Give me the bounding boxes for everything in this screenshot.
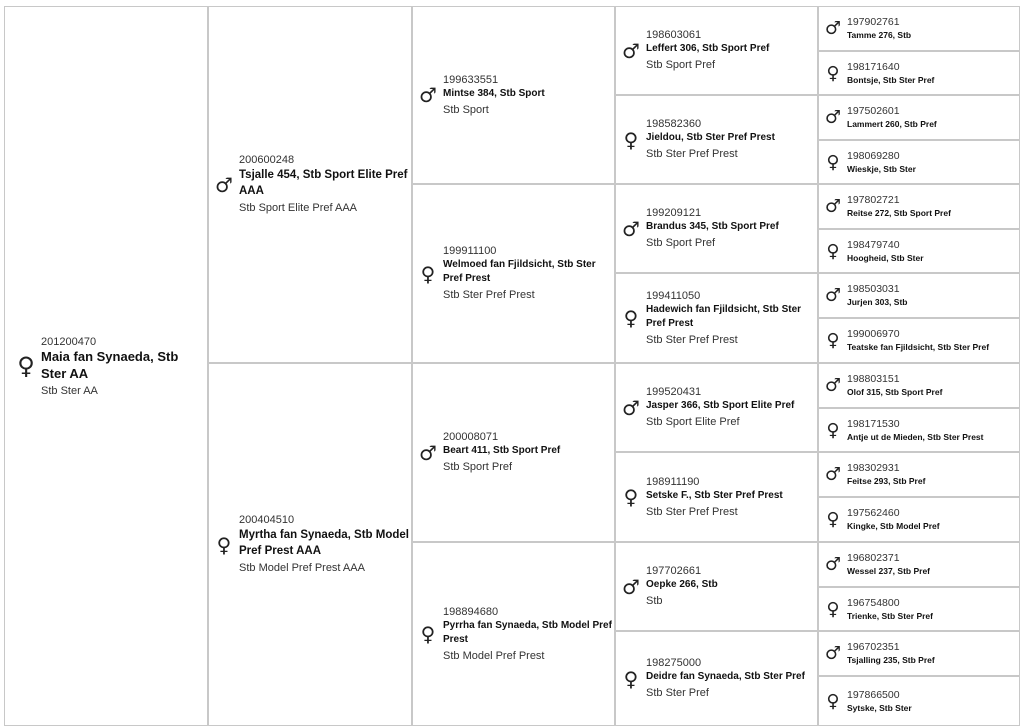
horse-name: Mintse 384, Stb Sport	[443, 87, 545, 99]
ancestor-gen4	[818, 6, 1020, 51]
male-symbol-icon: ♂	[824, 554, 842, 575]
horse-name: Olof 315, Stb Sport Pref	[847, 387, 943, 397]
registration-number: 197702661	[646, 565, 702, 577]
female-symbol-icon: ♀	[826, 240, 840, 262]
horse-name: Reitse 272, Stb Sport Pref	[847, 208, 951, 218]
female-symbol-icon: ♀	[420, 261, 436, 286]
male-symbol-icon: ♂	[622, 216, 640, 241]
ancestor-gen3	[615, 95, 818, 184]
horse-name: Antje ut de Mieden, Stb Ster Prest	[847, 431, 984, 442]
ancestor-gen4	[818, 408, 1020, 452]
paternal-grandsire	[412, 6, 615, 184]
ancestor-gen4	[818, 51, 1020, 95]
female-symbol-icon: ♀	[623, 127, 639, 152]
horse-name: Brandus 345, Stb Sport Pref	[646, 221, 779, 232]
ancestor-gen4	[818, 273, 1020, 318]
female-symbol-icon: ♀	[826, 690, 840, 712]
male-symbol-icon: ♂	[824, 643, 842, 664]
female-symbol-icon: ♀	[216, 532, 232, 557]
horse-name: Leffert 306, Stb Sport Pref	[646, 43, 770, 54]
ancestor-gen4	[818, 542, 1020, 587]
registration-number: 198479740	[847, 238, 900, 251]
male-symbol-icon: ♂	[824, 196, 842, 217]
predicate: Stb Sport Elite Pref AAA	[239, 202, 358, 214]
female-symbol-icon: ♀	[623, 306, 639, 330]
registration-number: 197562460	[847, 507, 900, 519]
horse-name: Maia fan Synaeda, Stb Ster AA	[41, 348, 179, 381]
male-symbol-icon: ♂	[215, 172, 233, 197]
registration-number: 196754800	[847, 596, 900, 609]
female-symbol-icon: ♀	[623, 666, 639, 691]
horse-name: Setske F., Stb Ster Pref Prest	[646, 489, 783, 501]
registration-number: 199209121	[646, 207, 702, 219]
registration-number: 198503031	[847, 283, 900, 295]
horse-name: Wessel 237, Stb Pref	[847, 566, 930, 576]
maternal-grandsire	[412, 363, 615, 542]
horse-name: Trienke, Stb Ster Pref	[847, 610, 933, 621]
female-symbol-icon: ♀	[826, 419, 840, 441]
horse-name: Sytske, Stb Ster	[847, 702, 912, 713]
registration-number: 200600248	[239, 154, 295, 166]
horse-name: Jieldou, Stb Ster Pref Prest	[646, 132, 775, 143]
female-symbol-icon: ♀	[826, 151, 840, 173]
horse-name: Hadewich fan Fjildsicht, Stb Ster Pref Prest	[646, 303, 802, 329]
horse-name: Oepke 266, Stb	[646, 579, 718, 590]
horse-name: Deidre fan Synaeda, Stb Ster Pref	[646, 671, 805, 682]
male-symbol-icon: ♂	[419, 440, 437, 465]
predicate: Stb Sport Pref	[443, 461, 513, 473]
predicate: Stb Model Pref Prest	[443, 649, 545, 662]
ancestor-gen4	[818, 587, 1020, 631]
horse-name: Kingke, Stb Model Pref	[847, 521, 940, 531]
predicate: Stb Model Pref Prest AAA	[239, 562, 365, 574]
registration-number: 198069280	[847, 149, 900, 162]
male-symbol-icon: ♂	[419, 83, 437, 107]
predicate: Stb	[646, 595, 663, 607]
male-symbol-icon: ♂	[824, 375, 842, 396]
registration-number: 197502601	[847, 105, 900, 117]
registration-number: 199520431	[646, 386, 702, 398]
horse-name: Teatske fan Fjildsicht, Stb Ster Pref	[847, 342, 990, 352]
predicate: Stb Sport Elite Pref	[646, 416, 740, 428]
registration-number: 198275000	[646, 657, 702, 669]
predicate: Stb Ster Pref Prest	[646, 148, 738, 160]
predicate: Stb Ster AA	[41, 384, 98, 397]
female-symbol-icon: ♀	[623, 485, 639, 509]
registration-number: 198171640	[847, 60, 900, 73]
horse-name: Jurjen 303, Stb	[847, 297, 908, 307]
sire	[208, 6, 412, 363]
horse-name: Bontsje, Stb Ster Pref	[847, 74, 935, 85]
registration-number: 199633551	[443, 73, 499, 86]
ancestor-gen3	[615, 184, 818, 273]
horse-name: Tsjalling 235, Stb Pref	[847, 655, 935, 665]
horse-name: Hoogheid, Stb Ster	[847, 252, 924, 263]
female-symbol-icon: ♀	[17, 352, 35, 380]
dam	[208, 363, 412, 726]
female-symbol-icon: ♀	[826, 330, 840, 351]
registration-number: 196702351	[847, 641, 900, 653]
ancestor-gen4	[818, 676, 1020, 726]
male-symbol-icon: ♂	[622, 38, 640, 63]
maternal-granddam	[412, 542, 615, 726]
registration-number: 201200470	[41, 335, 97, 348]
registration-number: 197866500	[847, 688, 900, 701]
ancestor-gen4	[818, 95, 1020, 140]
horse-name: Pyrrha fan Synaeda, Stb Model Pref Prest	[443, 619, 612, 645]
registration-number: 198803151	[847, 373, 900, 385]
female-symbol-icon: ♀	[826, 509, 840, 530]
ancestor-gen4	[818, 184, 1020, 229]
predicate: Stb Sport Pref	[646, 59, 716, 71]
male-symbol-icon: ♂	[824, 18, 842, 39]
ancestor-gen3	[615, 273, 818, 363]
registration-number: 198171530	[847, 417, 900, 430]
horse-name: Myrtha fan Synaeda, Stb Model Pref Prest AAA	[239, 529, 409, 557]
registration-number: 199006970	[847, 328, 900, 340]
registration-number: 198302931	[847, 462, 900, 474]
predicate: Stb Sport Pref	[646, 237, 716, 249]
ancestor-gen4	[818, 229, 1020, 273]
male-symbol-icon: ♂	[824, 107, 842, 128]
horse-name: Wieskje, Stb Ster	[847, 163, 916, 174]
ancestor-gen3	[615, 631, 818, 726]
horse-name: Feitse 293, Stb Pref	[847, 476, 926, 486]
registration-number: 200008071	[443, 431, 499, 443]
male-symbol-icon: ♂	[622, 395, 640, 420]
subject-horse	[4, 6, 208, 726]
male-symbol-icon: ♂	[824, 464, 842, 485]
registration-number: 198582360	[646, 118, 702, 130]
ancestor-gen4	[818, 140, 1020, 184]
registration-number: 196802371	[847, 552, 900, 564]
registration-number: 198603061	[646, 29, 702, 41]
horse-name: Tamme 276, Stb	[847, 30, 912, 40]
predicate: Stb Ster Pref Prest	[646, 505, 738, 518]
ancestor-gen4	[818, 497, 1020, 542]
predicate: Stb Ster Pref Prest	[646, 333, 738, 346]
registration-number: 197802721	[847, 194, 900, 206]
ancestor-gen4	[818, 318, 1020, 363]
horse-name: Beart 411, Stb Sport Pref	[443, 445, 561, 456]
male-symbol-icon: ♂	[824, 285, 842, 306]
female-symbol-icon: ♀	[826, 62, 840, 84]
registration-number: 200404510	[239, 514, 295, 526]
female-symbol-icon: ♀	[420, 622, 436, 646]
ancestor-gen4	[818, 452, 1020, 497]
paternal-granddam	[412, 184, 615, 363]
ancestor-gen3	[615, 363, 818, 452]
ancestor-gen4	[818, 631, 1020, 676]
ancestor-gen4	[818, 363, 1020, 408]
predicate: Stb Sport	[443, 103, 489, 116]
registration-number: 199411050	[646, 289, 701, 302]
registration-number: 199911100	[443, 245, 497, 257]
ancestor-gen3	[615, 452, 818, 542]
male-symbol-icon: ♂	[622, 574, 640, 599]
horse-name: Tsjalle 454, Stb Sport Elite Pref AAA	[239, 169, 408, 197]
registration-number: 198911190	[646, 475, 700, 488]
registration-number: 198894680	[443, 605, 499, 618]
horse-name: Welmoed fan Fjildsicht, Stb Ster Pref Prest	[443, 259, 596, 284]
predicate: Stb Ster Pref Prest	[443, 289, 535, 301]
horse-name: Lammert 260, Stb Pref	[847, 119, 937, 129]
horse-name: Jasper 366, Stb Sport Elite Pref	[646, 400, 795, 411]
ancestor-gen3	[615, 6, 818, 95]
predicate: Stb Ster Pref	[646, 687, 709, 699]
female-symbol-icon: ♀	[826, 598, 840, 620]
registration-number: 197902761	[847, 16, 900, 28]
ancestor-gen3	[615, 542, 818, 631]
